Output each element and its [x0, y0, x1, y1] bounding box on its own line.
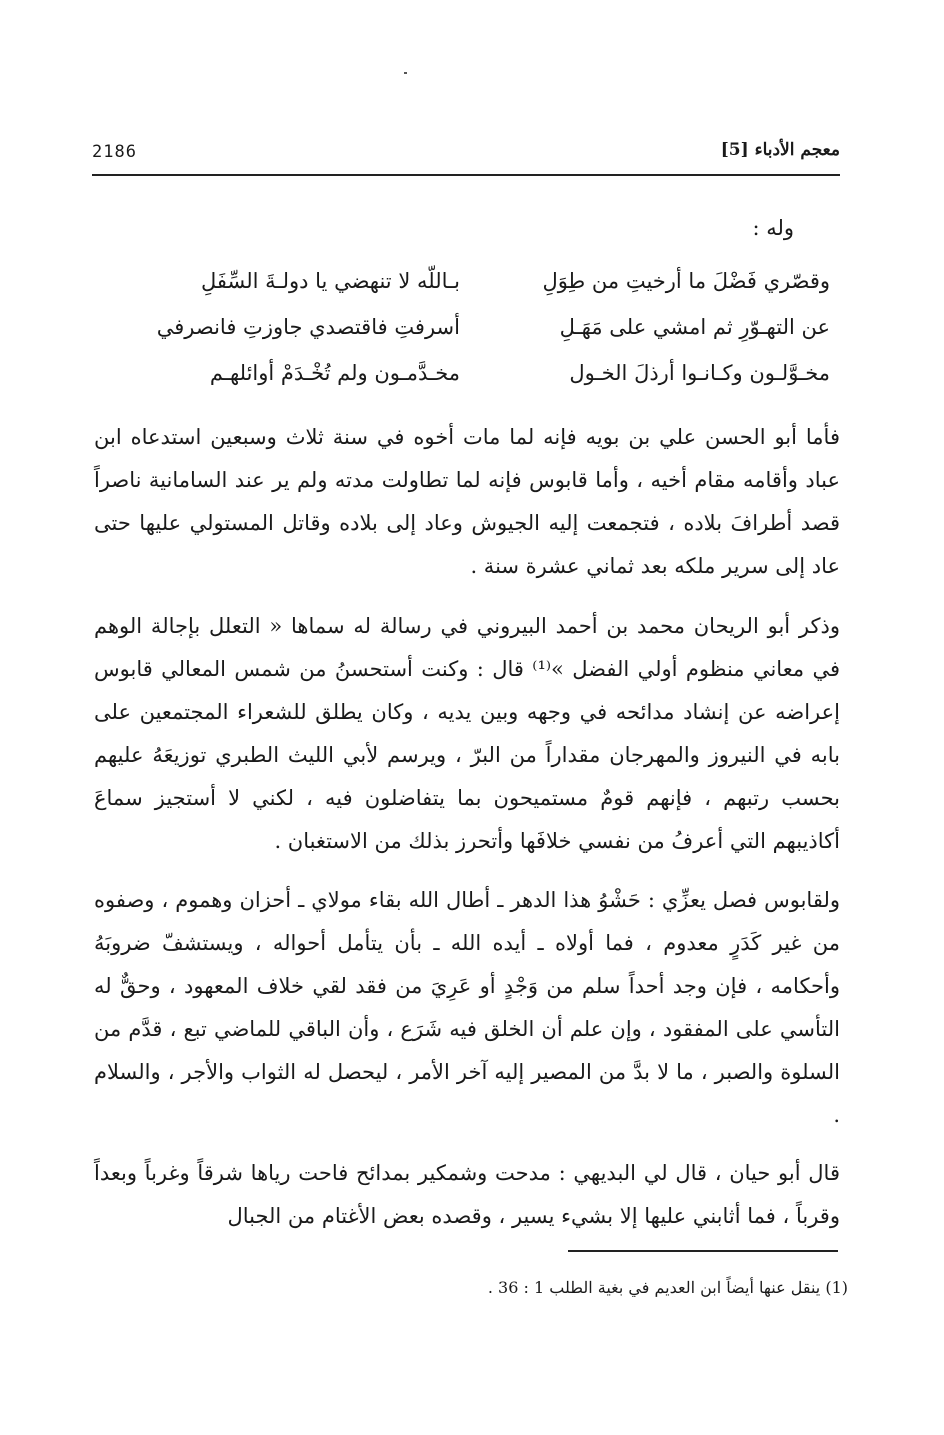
verse-second-hemistich: وقصّري فَضْلَ ما أرخيتِ من طِوَلِ	[542, 269, 830, 293]
verse-line	[130, 258, 830, 304]
header-rule	[92, 174, 840, 176]
footnote-rule	[568, 1250, 838, 1252]
verse-line	[130, 304, 830, 350]
paragraph-abu-hayyan: قال أبو حيان ، قال لي البديهي : مدحت وشمكير بمدائح فاحت رياها شرقاً وغرباً وبعداً وقرباً ، فما أثابني عليها إلا بشيء يسير ، وقصده بعض الأغتام من الجبال	[94, 1161, 840, 1228]
footnote: (1) ينقل عنها أيضاً ابن العديم في بغية الطلب 1 : 36 .	[487, 1278, 848, 1297]
paragraph-ali-ibn-buwayh: فأما أبو الحسن علي بن بويه فإنه لما مات أخوه في سنة ثلاث وسبعين استدعاه ابن عباد وأقامه مقام أخيه ، وأما قابوس فإنه لما تطاولت مدته ولم ير عند السامانية ناصراً قصد أطرافَ بلاده ، فتجمعت إليه الجيوش وعاد إلى بلاده وقاتل المستولي عليها حتى عاد إلى سرير ملكه بعد ثماني عشرة سنة .	[94, 425, 840, 578]
page-number: 2186	[92, 142, 137, 162]
page-header	[92, 140, 840, 172]
poem-intro: وله :	[752, 216, 794, 240]
verse-line	[130, 350, 830, 396]
poem	[130, 258, 830, 396]
scan-speck	[404, 72, 407, 74]
verse-first-hemistich: أسرفتِ فاقتصدي جاوزتِ فانصرفي	[156, 315, 460, 339]
verse-first-hemistich: بـاللّه لا تنهضي يا دولـةَ السِّفَلِ	[201, 269, 460, 293]
verse-first-hemistich: مخـدَّمـون ولم تُخْـدَمْ أوائلهـم	[209, 361, 460, 385]
verse-second-hemistich: مخـوَّلـون وكـانـوا أرذلَ الخـول	[569, 361, 830, 385]
paragraph-biruni: وذكر أبو الريحان محمد بن أحمد البيروني في رسالة له سماها « التعلل بإجالة الوهم في معاني منظوم أولي الفضل »⁽¹⁾ قال : وكنت أستحسنُ من شمس المعالي قابوس إعراضه عن إنشاد مدائحه في وجهه وبين يديه ، وكان يطلق للشعراء المجتمعين على بابه في النيروز والمهرجان مقداراً من البرّ ، ويرسم لأبي الليث الطبري توزيعَهُ عليهم بحسب رتبهم ، فإنهم قومٌ مستميحون بما يتفاضلون فيه ، لكني لا أستجيز سماعَ أكاذيبهم التي أعرفُ من نفسي خلافَها وأتحرز بذلك من الاستغبان .	[94, 614, 840, 853]
paragraph-qabus-condolence: ولقابوس فصل يعزِّي : حَشْوُ هذا الدهر ـ أطال الله بقاء مولاي ـ أحزان وهموم ، وصفوه من غير كَدَرٍ معدوم ، فما أولاه ـ أيده الله ـ بأن يتأمل أحواله ، ويستشفّ ضروبَهُ وأحكامه ، فإن وجد أحداً سلم من وَجْدٍ أو عَرِيَ من فقد لقي خلاف المعهود ، وحقٌّ له التأسي على المفقود ، وإن علم أن الخلق فيه شَرَع ، وأن الباقي للماضي تبع ، قدَّم من السلوة والصبر ، ما لا بدَّ من المصير إليه آخر الأمر ، ليحصل له الثواب والأجر ، والسلام .	[94, 888, 840, 1127]
running-title: معجم الأدباء [5]	[720, 140, 840, 160]
verse-second-hemistich: عن التهـوّرِ ثم امشي على مَهَـلِ	[559, 315, 830, 339]
